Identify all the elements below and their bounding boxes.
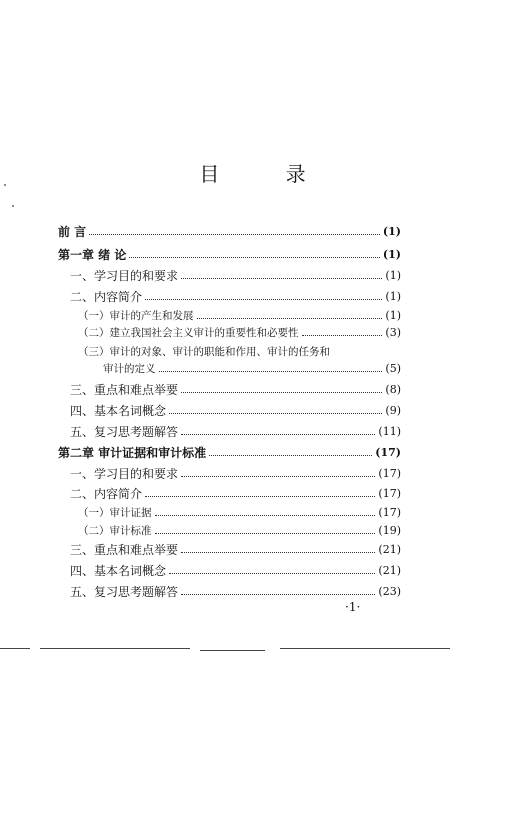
dot-leader — [197, 318, 383, 319]
scan-rule — [0, 648, 30, 649]
dot-leader — [129, 257, 380, 258]
toc-page: (5) — [385, 361, 401, 375]
dot-leader — [159, 371, 383, 372]
toc-page: (17) — [378, 466, 401, 480]
toc-page: (1) — [385, 308, 401, 322]
scan-speck — [12, 205, 14, 207]
scan-rule — [40, 648, 190, 649]
dot-leader — [89, 234, 380, 235]
toc-label: 一、学习目的和要求 — [70, 268, 179, 283]
dot-leader — [181, 594, 375, 595]
toc-label: 审计的定义 — [103, 362, 156, 375]
dot-leader — [181, 392, 382, 393]
toc-entry[interactable] — [78, 521, 401, 539]
toc-label: 五、复习思考题解答 — [70, 584, 179, 599]
toc-page: (17) — [378, 505, 401, 519]
toc-entry[interactable] — [78, 306, 401, 324]
toc-page: (21) — [378, 563, 401, 577]
scan-rule — [200, 650, 265, 651]
toc-entry[interactable] — [70, 582, 401, 600]
dot-leader — [181, 278, 382, 279]
toc-page: (8) — [385, 382, 401, 396]
dot-leader — [181, 552, 375, 553]
toc-label: 二、内容简介 — [70, 486, 143, 501]
toc-label: 二、内容简介 — [70, 289, 143, 304]
toc-label: 第一章 绪 论 — [58, 247, 127, 262]
toc-page: (1) — [382, 224, 401, 238]
toc-entry[interactable] — [70, 561, 401, 579]
toc-label: （三）审计的对象、审计的职能和作用、审计的任务和 — [78, 345, 330, 358]
dot-leader — [209, 455, 372, 456]
toc-entry[interactable] — [78, 323, 401, 341]
toc-entry-chapter-2[interactable] — [58, 443, 401, 461]
toc-label: （一）审计证据 — [78, 506, 152, 519]
toc-label: 五、复习思考题解答 — [70, 424, 179, 439]
toc-entry-continuation[interactable] — [103, 359, 401, 377]
toc-page: (17) — [375, 445, 401, 459]
scan-rule — [280, 648, 450, 649]
toc-page: (21) — [378, 542, 401, 556]
dot-leader — [169, 573, 375, 574]
toc-entry[interactable] — [70, 540, 401, 558]
toc-entry[interactable] — [70, 464, 401, 482]
dot-leader — [181, 476, 375, 477]
dot-leader — [155, 533, 376, 534]
toc-entry[interactable] — [78, 503, 401, 521]
toc-page: (19) — [378, 523, 401, 537]
toc-entry[interactable] — [70, 266, 401, 284]
toc-label: 一、学习目的和要求 — [70, 466, 179, 481]
toc-label: 三、重点和难点举要 — [70, 382, 179, 397]
toc-entry-preface[interactable] — [58, 222, 401, 240]
toc-label: 三、重点和难点举要 — [70, 542, 179, 557]
dot-leader — [181, 434, 375, 435]
toc-entry[interactable] — [70, 484, 401, 502]
dot-leader — [145, 496, 375, 497]
toc-entry[interactable] — [70, 287, 401, 305]
page-title: 目 录 — [199, 162, 336, 186]
toc-page: (1) — [382, 247, 401, 261]
page-number: ·1· — [345, 600, 361, 614]
toc-entry[interactable] — [78, 342, 401, 360]
toc-label: 四、基本名词概念 — [70, 563, 167, 578]
toc-entry[interactable] — [70, 380, 401, 398]
toc-label: 四、基本名词概念 — [70, 403, 167, 418]
scan-speck — [4, 184, 6, 186]
toc-label: （一）审计的产生和发展 — [78, 309, 194, 322]
dot-leader — [145, 299, 382, 300]
toc-label: 第二章 审计证据和审计标准 — [58, 445, 207, 460]
toc-label: （二）审计标准 — [78, 524, 152, 537]
toc-label: 前 言 — [58, 224, 87, 239]
toc-page: (3) — [385, 325, 401, 339]
toc-page: (23) — [378, 584, 401, 598]
toc-page: (1) — [385, 268, 401, 282]
dot-leader — [155, 515, 376, 516]
toc-label: （二）建立我国社会主义审计的重要性和必要性 — [78, 326, 299, 339]
toc-page: (17) — [378, 486, 401, 500]
toc-entry[interactable] — [70, 422, 401, 440]
toc-page: (11) — [378, 424, 401, 438]
toc-entry-chapter-1[interactable] — [58, 245, 401, 263]
dot-leader — [302, 335, 383, 336]
toc-entry[interactable] — [70, 401, 401, 419]
dot-leader — [169, 413, 382, 414]
toc-page: (1) — [385, 289, 401, 303]
toc-page: (9) — [385, 403, 401, 417]
